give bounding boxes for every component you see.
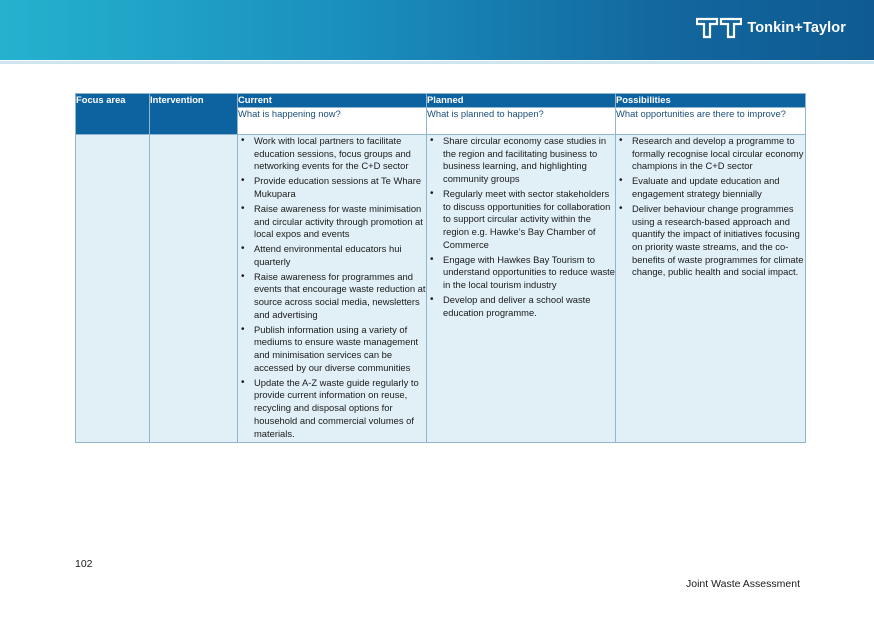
- current-cell: [238, 135, 427, 443]
- brand-logo: [696, 16, 846, 40]
- list-item: • Provide education sessions at Te Whare Mukupara: [238, 175, 426, 200]
- brand-name: Tonkin+Taylor: [747, 20, 846, 36]
- current-list: [238, 135, 426, 440]
- possibilities-list: [616, 135, 805, 279]
- list-item: • Raise awareness for programmes and events that encourage waste reduction at source across social media, newsletters and advertising: [238, 271, 426, 322]
- list-item: • Research and develop a programme to formally recognise local circular economy champions in the C+D sector: [616, 135, 805, 173]
- list-item: • Raise awareness for waste minimisation and circular activity through promotion at local expos and events: [238, 203, 426, 241]
- list-item: • Work with local partners to facilitate education sessions, focus groups and networking events for the C+D sector: [238, 135, 426, 173]
- tt-monogram-icon: [696, 17, 742, 39]
- col-header-possibilities: Possibilities: [616, 94, 806, 108]
- intervention-cell: [150, 135, 238, 443]
- subheader-current: What is happening now?: [238, 108, 427, 135]
- subheader-planned: What is planned to happen?: [427, 108, 616, 135]
- col-header-focus-area: Focus area: [76, 94, 150, 135]
- planned-list: [427, 135, 615, 319]
- table-row: [76, 135, 806, 443]
- list-item: • Engage with Hawkes Bay Tourism to understand opportunities to reduce waste in the local tourism industry: [427, 254, 615, 292]
- list-item: • Update the A-Z waste guide regularly to provide current information on reuse, recycling and disposal options for household and commercial volumes of materials.: [238, 377, 426, 441]
- list-item: • Share circular economy case studies in the region and facilitating business to business learning, and highlighting community groups: [427, 135, 615, 186]
- header-divider: [0, 61, 874, 64]
- focus-area-cell: [76, 135, 150, 443]
- subheader-possibilities: What opportunities are there to improve?: [616, 108, 806, 135]
- table-header-row: [76, 94, 806, 108]
- possibilities-cell: [616, 135, 806, 443]
- col-header-intervention: Intervention: [150, 94, 238, 135]
- list-item: • Regularly meet with sector stakeholders to discuss opportunities for collaboration to support circular activity within the region e.g. Hawke’s Bay Chamber of Commerce: [427, 188, 615, 252]
- list-item: • Evaluate and update education and engagement strategy biennially: [616, 175, 805, 200]
- col-header-current: Current: [238, 94, 427, 108]
- planned-cell: [427, 135, 616, 443]
- list-item: • Publish information using a variety of mediums to ensure waste management and minimisation services can be accessed by our diverse communities: [238, 324, 426, 375]
- list-item: • Develop and deliver a school waste education programme.: [427, 294, 615, 319]
- col-header-planned: Planned: [427, 94, 616, 108]
- page-number: 102: [75, 558, 93, 570]
- document-title: Joint Waste Assessment: [686, 578, 800, 590]
- interventions-table: [75, 93, 806, 443]
- list-item: • Deliver behaviour change programmes using a research-based approach and quantify the impact of initiatives focusing on priority waste streams, and the co-benefits of waste programmes for climate change, public health and social impact.: [616, 203, 805, 279]
- list-item: • Attend environmental educators hui quarterly: [238, 243, 426, 268]
